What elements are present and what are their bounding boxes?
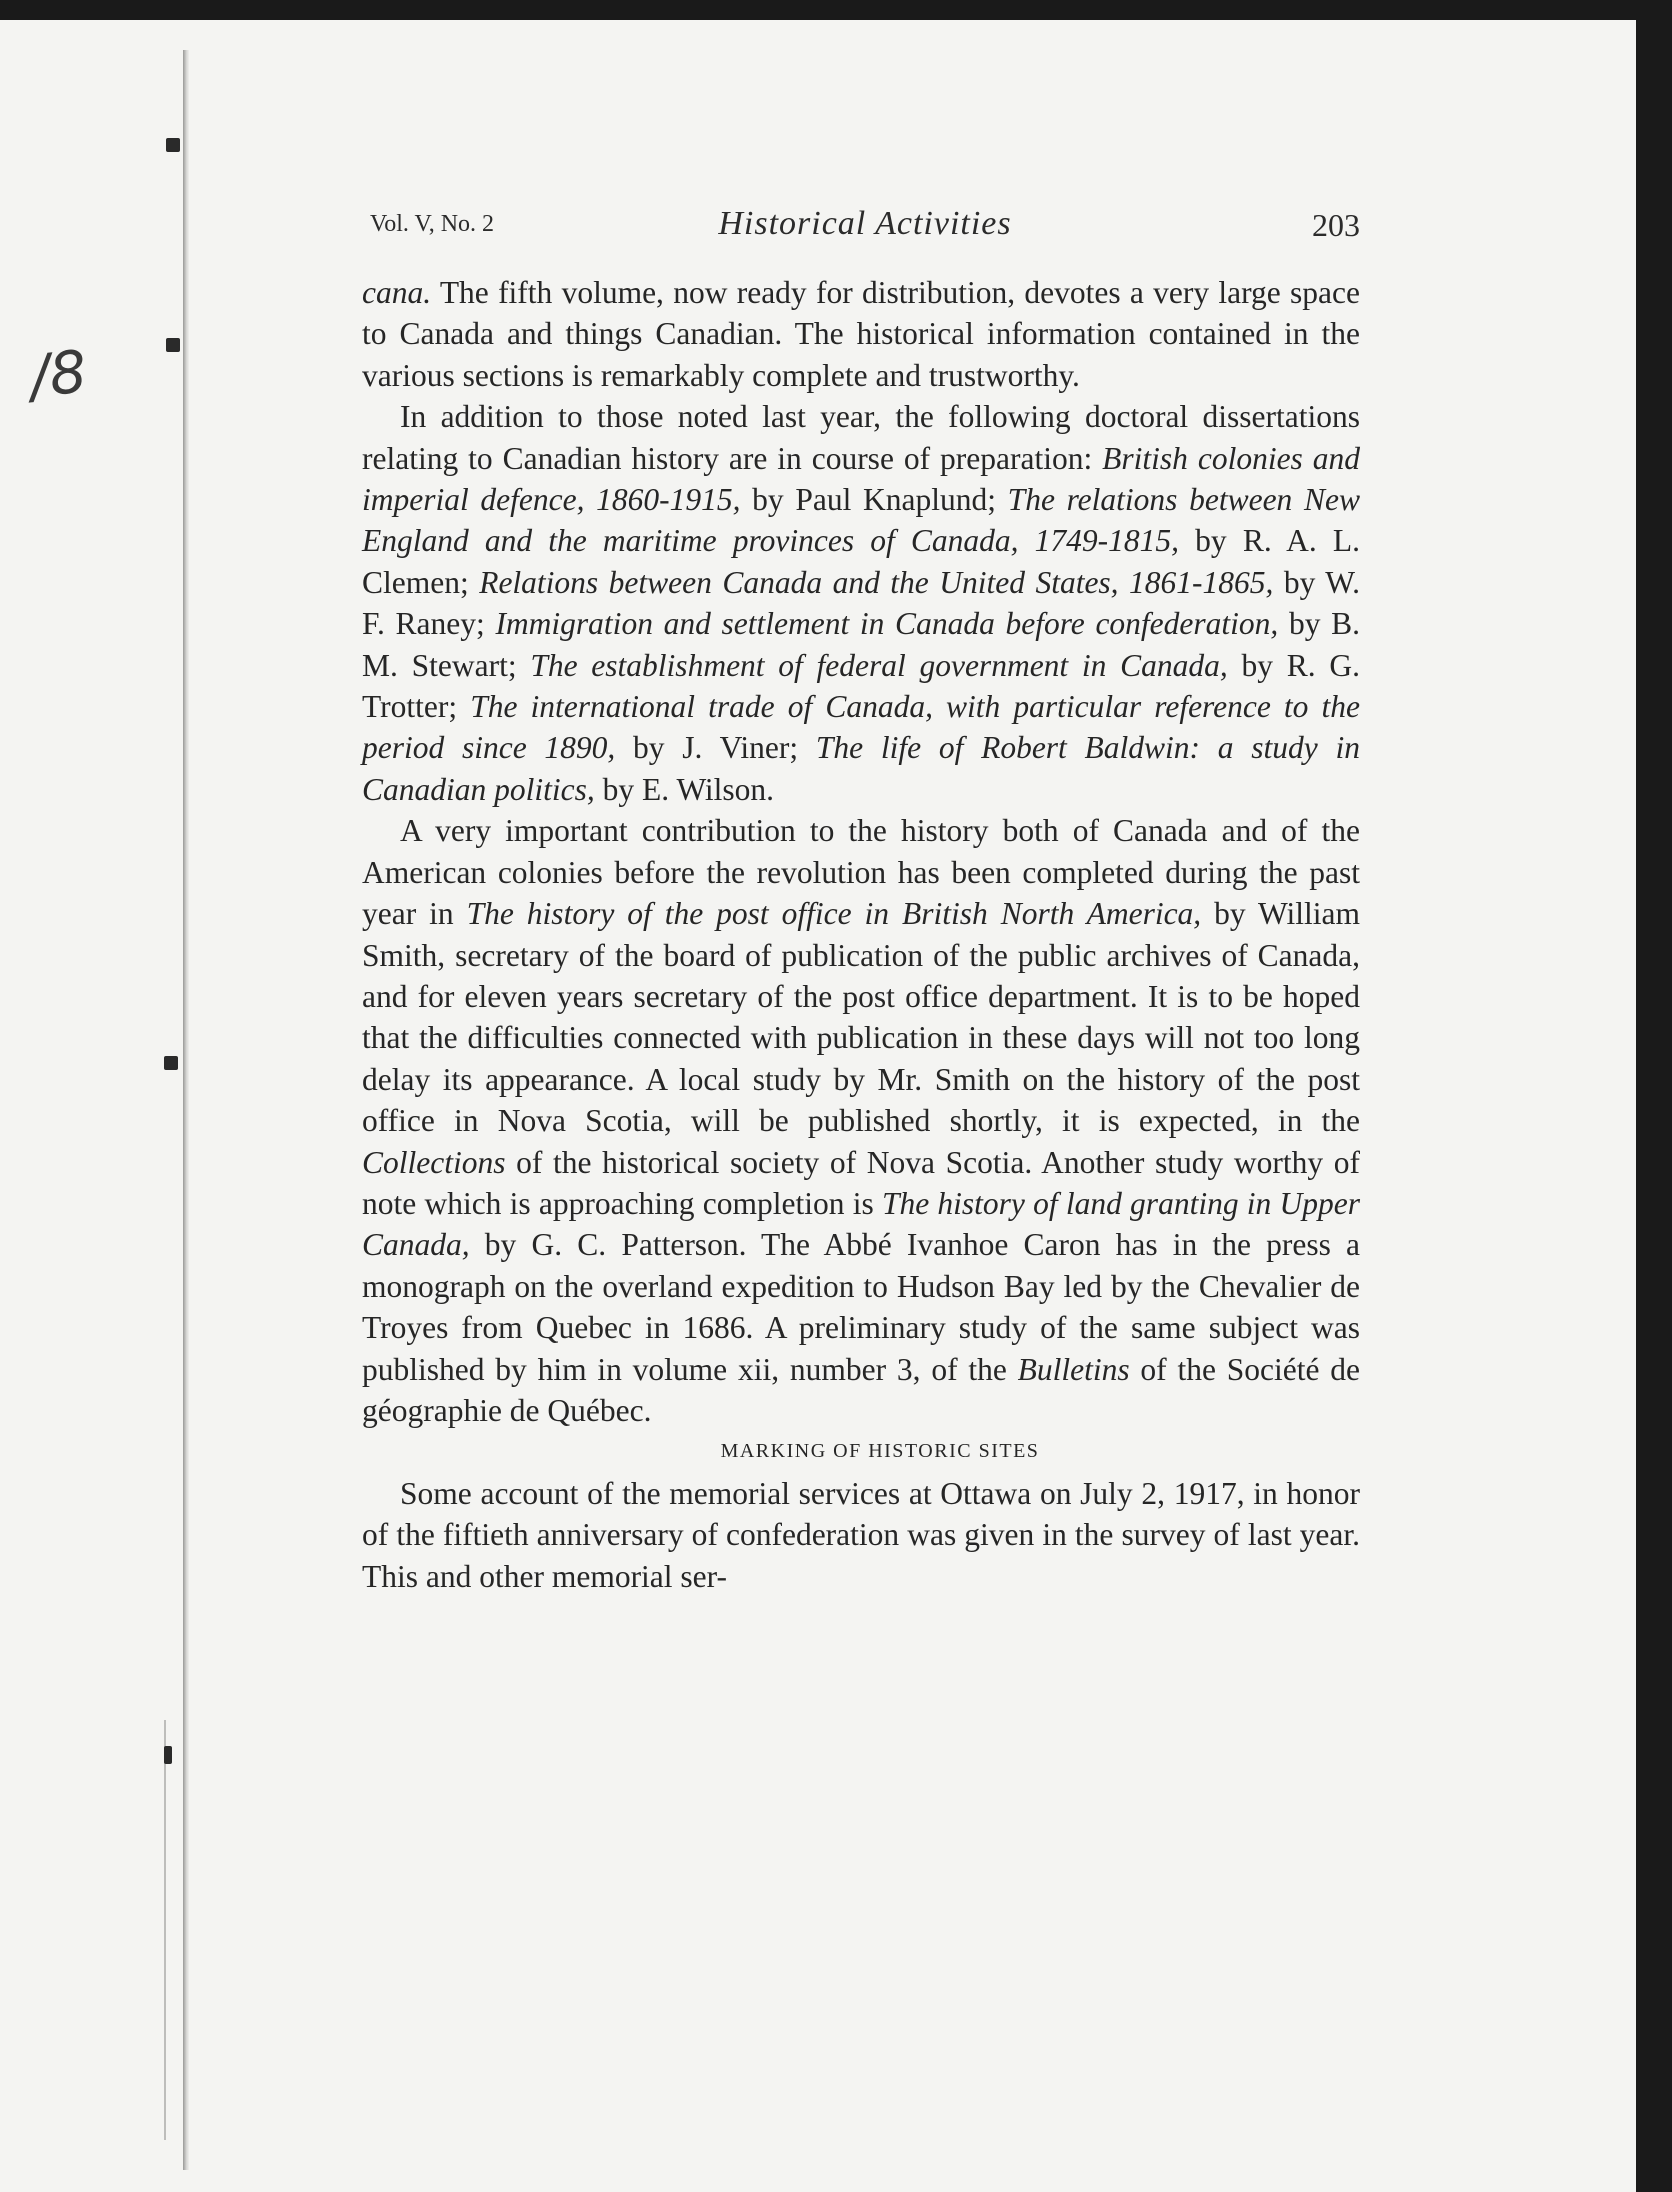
text-segment: of the historical society of Nova Scotia. Another study worthy of note which is approaching completion is <box>362 1144 1360 1221</box>
volume-label: Vol. V, No. 2 <box>370 211 495 237</box>
text-segment: In addition to those noted last year, the following doctoral dissertations relating to Canadian history are in course of preparation: <box>362 399 1360 476</box>
binding-edge-lower <box>164 1720 166 2140</box>
text-segment: by Paul Knaplund; <box>740 482 1008 518</box>
text-segment: by W. F. Raney; <box>362 564 1360 642</box>
text-segment: The fifth volume, now ready for distribution, devotes a very large space to Canada and things Canadian. The historical information contained in the various sections is remarkably complete and trustworthy. <box>362 275 1360 393</box>
binding-edge <box>183 50 189 2170</box>
paragraph: Some account of the memorial services at Ottawa on July 2, 1917, in honor of the fiftieth anniversary of confederation was given in the survey of last year. This and other memorial ser- <box>362 1475 1360 1594</box>
binding-mark <box>166 138 180 152</box>
text-segment: by William Smith, secretary of the board of publication of the public archives of Canada, and for eleven years secretary of the post office department. It is to be hoped that the difficulties connected with publication in these days will not too long delay its appearance. A local study by Mr. Smith on the history of the post office in Nova Scotia, will be published shortly, it is expected, in the <box>362 896 1360 1139</box>
italic-title-segment: cana. <box>362 275 432 310</box>
paragraph <box>362 396 1360 810</box>
italic-title-segment: The life of Robert Baldwin: a study in Canadian politics, <box>362 730 1360 807</box>
text-segment: A very important contribution to the history both of Canada and of the American colonies before the revolution has been completed during the past year in <box>362 813 1360 932</box>
binding-mark <box>166 338 180 352</box>
text-segment: by B. M. Stewart; <box>362 606 1360 683</box>
running-title: Historical Activities <box>718 205 1012 242</box>
italic-title-segment: The history of the post office in British North America, <box>466 896 1202 932</box>
page-number: 203 <box>1312 207 1360 243</box>
text-segment: by J. Viner; <box>615 730 816 766</box>
paragraph <box>362 272 1360 396</box>
paragraph <box>362 810 1360 1431</box>
margin-handwritten-note: /8 <box>26 337 90 411</box>
italic-title-segment: The history of land granting in Upper Canada, <box>362 1185 1360 1263</box>
text-segment: by R. A. L. Clemen; <box>362 523 1360 600</box>
italic-title-segment: The relations between New England and the maritime provinces of Canada, 1749-1815, <box>362 482 1360 559</box>
running-head <box>370 205 1360 255</box>
italic-title-segment: Relations between Canada and the United States, 1861-1865, <box>479 564 1274 600</box>
text-segment: by E. Wilson. <box>594 771 775 807</box>
italic-title-segment: The establishment of federal government in Canada, <box>530 647 1228 683</box>
binding-mark <box>164 1056 178 1070</box>
italic-title-segment: Bulletins <box>1017 1351 1130 1387</box>
italic-title-segment: The international trade of Canada, with particular reference to the period since 1890, <box>362 689 1360 766</box>
text-segment: by G. C. Patterson. The Abbé Ivanhoe Caron has in the press a monograph on the overland expedition to Hudson Bay led by the Chevalier de Troyes from Quebec in 1686. A preliminary study of the same subject was published by him in volume xii, number 3, of the <box>362 1227 1360 1387</box>
italic-title-segment: Collections <box>362 1144 506 1180</box>
section-heading: MARKING OF HISTORIC SITES <box>720 1440 1040 1463</box>
text-segment: by R. G. Trotter; <box>362 647 1360 725</box>
italic-title-segment: Immigration and settlement in Canada before confederation, <box>495 606 1279 642</box>
italic-title-segment: British colonies and imperial defence, 1860-1915, <box>362 440 1360 518</box>
body-text <box>362 272 1360 1597</box>
text-segment: of the Société de géographie de Québec. <box>362 1351 1360 1428</box>
binding-mark <box>164 1746 172 1764</box>
